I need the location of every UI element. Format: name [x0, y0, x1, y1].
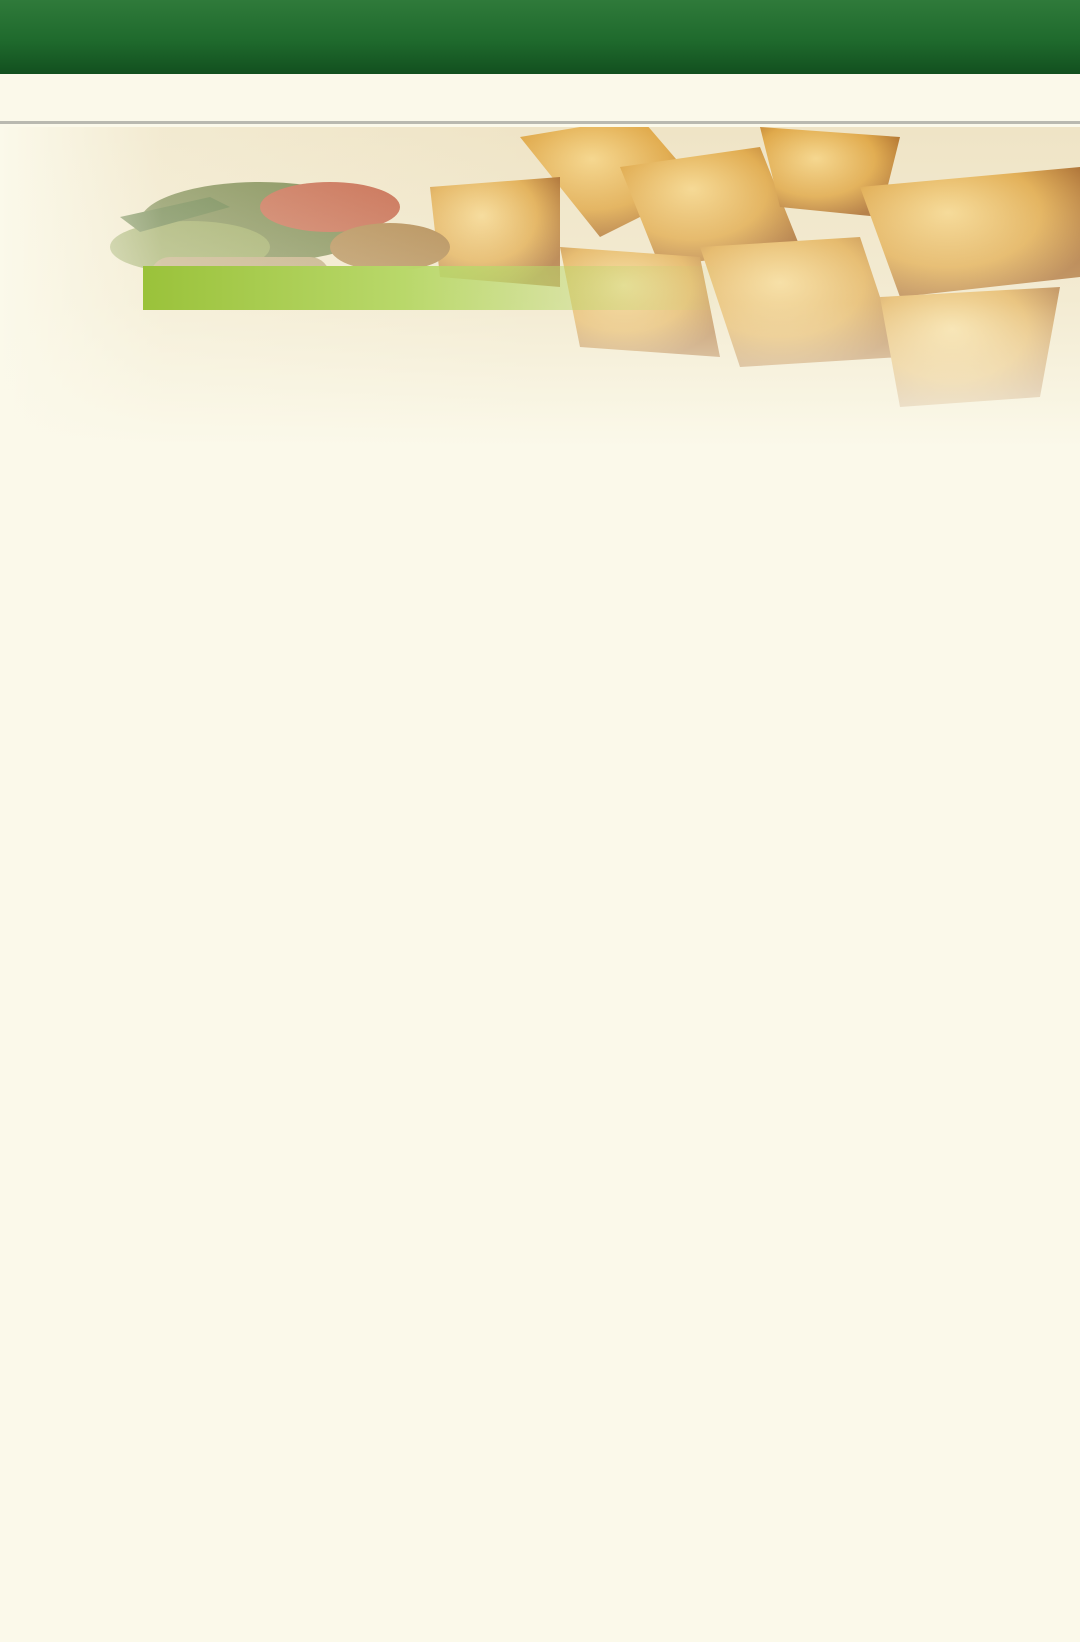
brand-logo-fine-foods	[549, 0, 719, 74]
heading-highlight-bar	[143, 266, 723, 310]
section-heading	[143, 262, 743, 312]
header-banner	[0, 0, 1080, 74]
header-strip	[0, 74, 1080, 124]
brand-logo-restaurant	[173, 0, 343, 74]
brand-logo-caffe	[737, 0, 907, 74]
brand-logo-ristorante	[361, 0, 531, 74]
